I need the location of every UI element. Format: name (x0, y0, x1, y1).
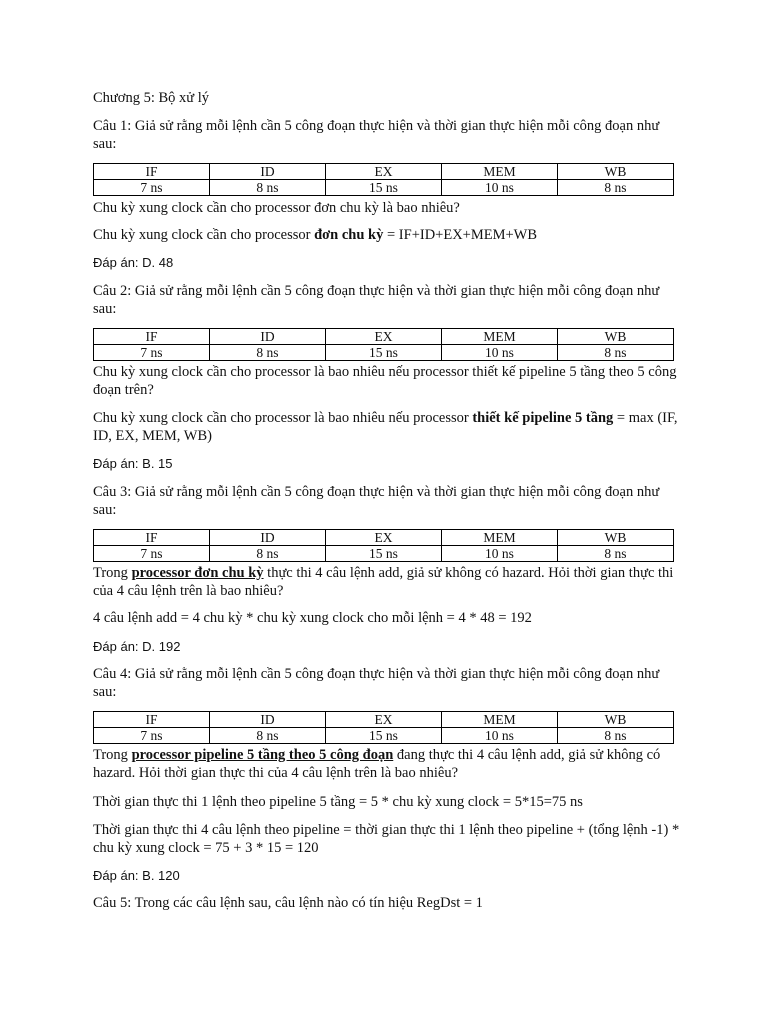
header-cell: MEM (442, 530, 558, 546)
value-cell: 8 ns (210, 728, 326, 744)
explain-text: Chu kỳ xung clock cần cho processor (93, 227, 315, 243)
q1-question: Chu kỳ xung clock cần cho processor đơn chu kỳ là bao nhiêu? (93, 200, 460, 216)
question-text: đang thực thi 4 câu lệnh add, giả sử không có hazard. Hỏi thời gian thực thi của 4 câu lệnh trên là bao nhiêu? (93, 747, 661, 781)
question-text: Trong (93, 747, 132, 763)
table-header-row (94, 164, 674, 180)
value-cell: 15 ns (326, 180, 442, 196)
value-cell: 7 ns (94, 546, 210, 562)
header-cell: MEM (442, 712, 558, 728)
header-cell: WB (558, 530, 674, 546)
header-cell: MEM (442, 164, 558, 180)
q1-stage-table (93, 163, 674, 196)
question-underlined: processor đơn chu kỳ (131, 565, 264, 581)
q4-explanation-1: Thời gian thực thi 1 lệnh theo pipeline 5 tầng = 5 * chu kỳ xung clock = 5*15=75 ns (93, 794, 583, 810)
value-cell: 10 ns (442, 728, 558, 744)
header-cell: EX (326, 164, 442, 180)
q4-stage-table (93, 711, 674, 744)
header-cell: IF (94, 530, 210, 546)
table-row (94, 728, 674, 744)
table-header-row (94, 712, 674, 728)
header-cell: IF (94, 329, 210, 345)
value-cell: 15 ns (326, 345, 442, 361)
value-cell: 7 ns (94, 728, 210, 744)
q2-prompt: Câu 2: Giả sử rằng mỗi lệnh cần 5 công đoạn thực hiện và thời gian thực hiện mỗi công đoạn như sau: (93, 283, 660, 317)
header-cell: WB (558, 712, 674, 728)
q3-question (93, 564, 683, 600)
table-row (94, 345, 674, 361)
q4-prompt: Câu 4: Giả sử rằng mỗi lệnh cần 5 công đoạn thực hiện và thời gian thực hiện mỗi công đoạn như sau: (93, 666, 660, 700)
header-cell: EX (326, 329, 442, 345)
q3-answer: Đáp án: D. 192 (93, 639, 181, 654)
header-cell: IF (94, 712, 210, 728)
q1-explanation (93, 226, 683, 244)
header-cell: WB (558, 164, 674, 180)
q4-explanation-2: Thời gian thực thi 4 câu lệnh theo pipeline = thời gian thực thi 1 lệnh theo pipeline + (tổng lệnh -1) * chu kỳ xung clock = 75 + 3 * 15 = 120 (93, 822, 680, 856)
value-cell: 7 ns (94, 345, 210, 361)
q1-prompt: Câu 1: Giả sử rằng mỗi lệnh cần 5 công đoạn thực hiện và thời gian thực hiện mỗi công đoạn như sau: (93, 118, 660, 152)
table-row (94, 546, 674, 562)
value-cell: 10 ns (442, 546, 558, 562)
question-text: thực thi 4 câu lệnh add, giả sử không có hazard. Hỏi thời gian thực thi của 4 câu lệnh trên là bao nhiêu? (93, 565, 674, 599)
value-cell: 8 ns (558, 180, 674, 196)
question-text: Trong (93, 565, 132, 581)
value-cell: 8 ns (210, 180, 326, 196)
table-header-row (94, 329, 674, 345)
table-row (94, 180, 674, 196)
header-cell: ID (210, 164, 326, 180)
q4-answer: Đáp án: B. 120 (93, 868, 180, 883)
question-underlined: processor pipeline 5 tầng theo 5 công đoạn (131, 747, 394, 763)
header-cell: WB (558, 329, 674, 345)
header-cell: EX (326, 712, 442, 728)
q2-explanation (93, 409, 683, 445)
explain-bold: đơn chu kỳ (314, 227, 384, 243)
value-cell: 7 ns (94, 180, 210, 196)
q2-question: Chu kỳ xung clock cần cho processor là bao nhiêu nếu processor thiết kế pipeline 5 tầng theo 5 công đoạn trên? (93, 364, 677, 398)
q3-explanation: 4 câu lệnh add = 4 chu kỳ * chu kỳ xung clock cho mỗi lệnh = 4 * 48 = 192 (93, 610, 532, 626)
value-cell: 8 ns (558, 728, 674, 744)
explain-bold: thiết kế pipeline 5 tầng (472, 410, 614, 426)
header-cell: MEM (442, 329, 558, 345)
value-cell: 8 ns (210, 546, 326, 562)
q3-stage-table (93, 529, 674, 562)
value-cell: 15 ns (326, 546, 442, 562)
header-cell: ID (210, 712, 326, 728)
q5-prompt: Câu 5: Trong các câu lệnh sau, câu lệnh nào có tín hiệu RegDst = 1 (93, 895, 483, 911)
value-cell: 8 ns (558, 345, 674, 361)
q4-question (93, 746, 683, 782)
header-cell: IF (94, 164, 210, 180)
q2-stage-table (93, 328, 674, 361)
q2-answer: Đáp án: B. 15 (93, 456, 173, 471)
chapter-title: Chương 5: Bộ xử lý (93, 90, 210, 106)
header-cell: ID (210, 530, 326, 546)
explain-text: = max (IF, ID, EX, MEM, WB) (93, 410, 678, 444)
header-cell: EX (326, 530, 442, 546)
header-cell: ID (210, 329, 326, 345)
q3-prompt: Câu 3: Giả sử rằng mỗi lệnh cần 5 công đoạn thực hiện và thời gian thực hiện mỗi công đoạn như sau: (93, 484, 660, 518)
value-cell: 10 ns (442, 345, 558, 361)
q1-answer: Đáp án: D. 48 (93, 255, 174, 270)
table-header-row (94, 530, 674, 546)
value-cell: 10 ns (442, 180, 558, 196)
explain-text: Chu kỳ xung clock cần cho processor là bao nhiêu nếu processor (93, 410, 473, 426)
value-cell: 8 ns (558, 546, 674, 562)
value-cell: 15 ns (326, 728, 442, 744)
explain-text: = IF+ID+EX+MEM+WB (383, 227, 538, 243)
value-cell: 8 ns (210, 345, 326, 361)
